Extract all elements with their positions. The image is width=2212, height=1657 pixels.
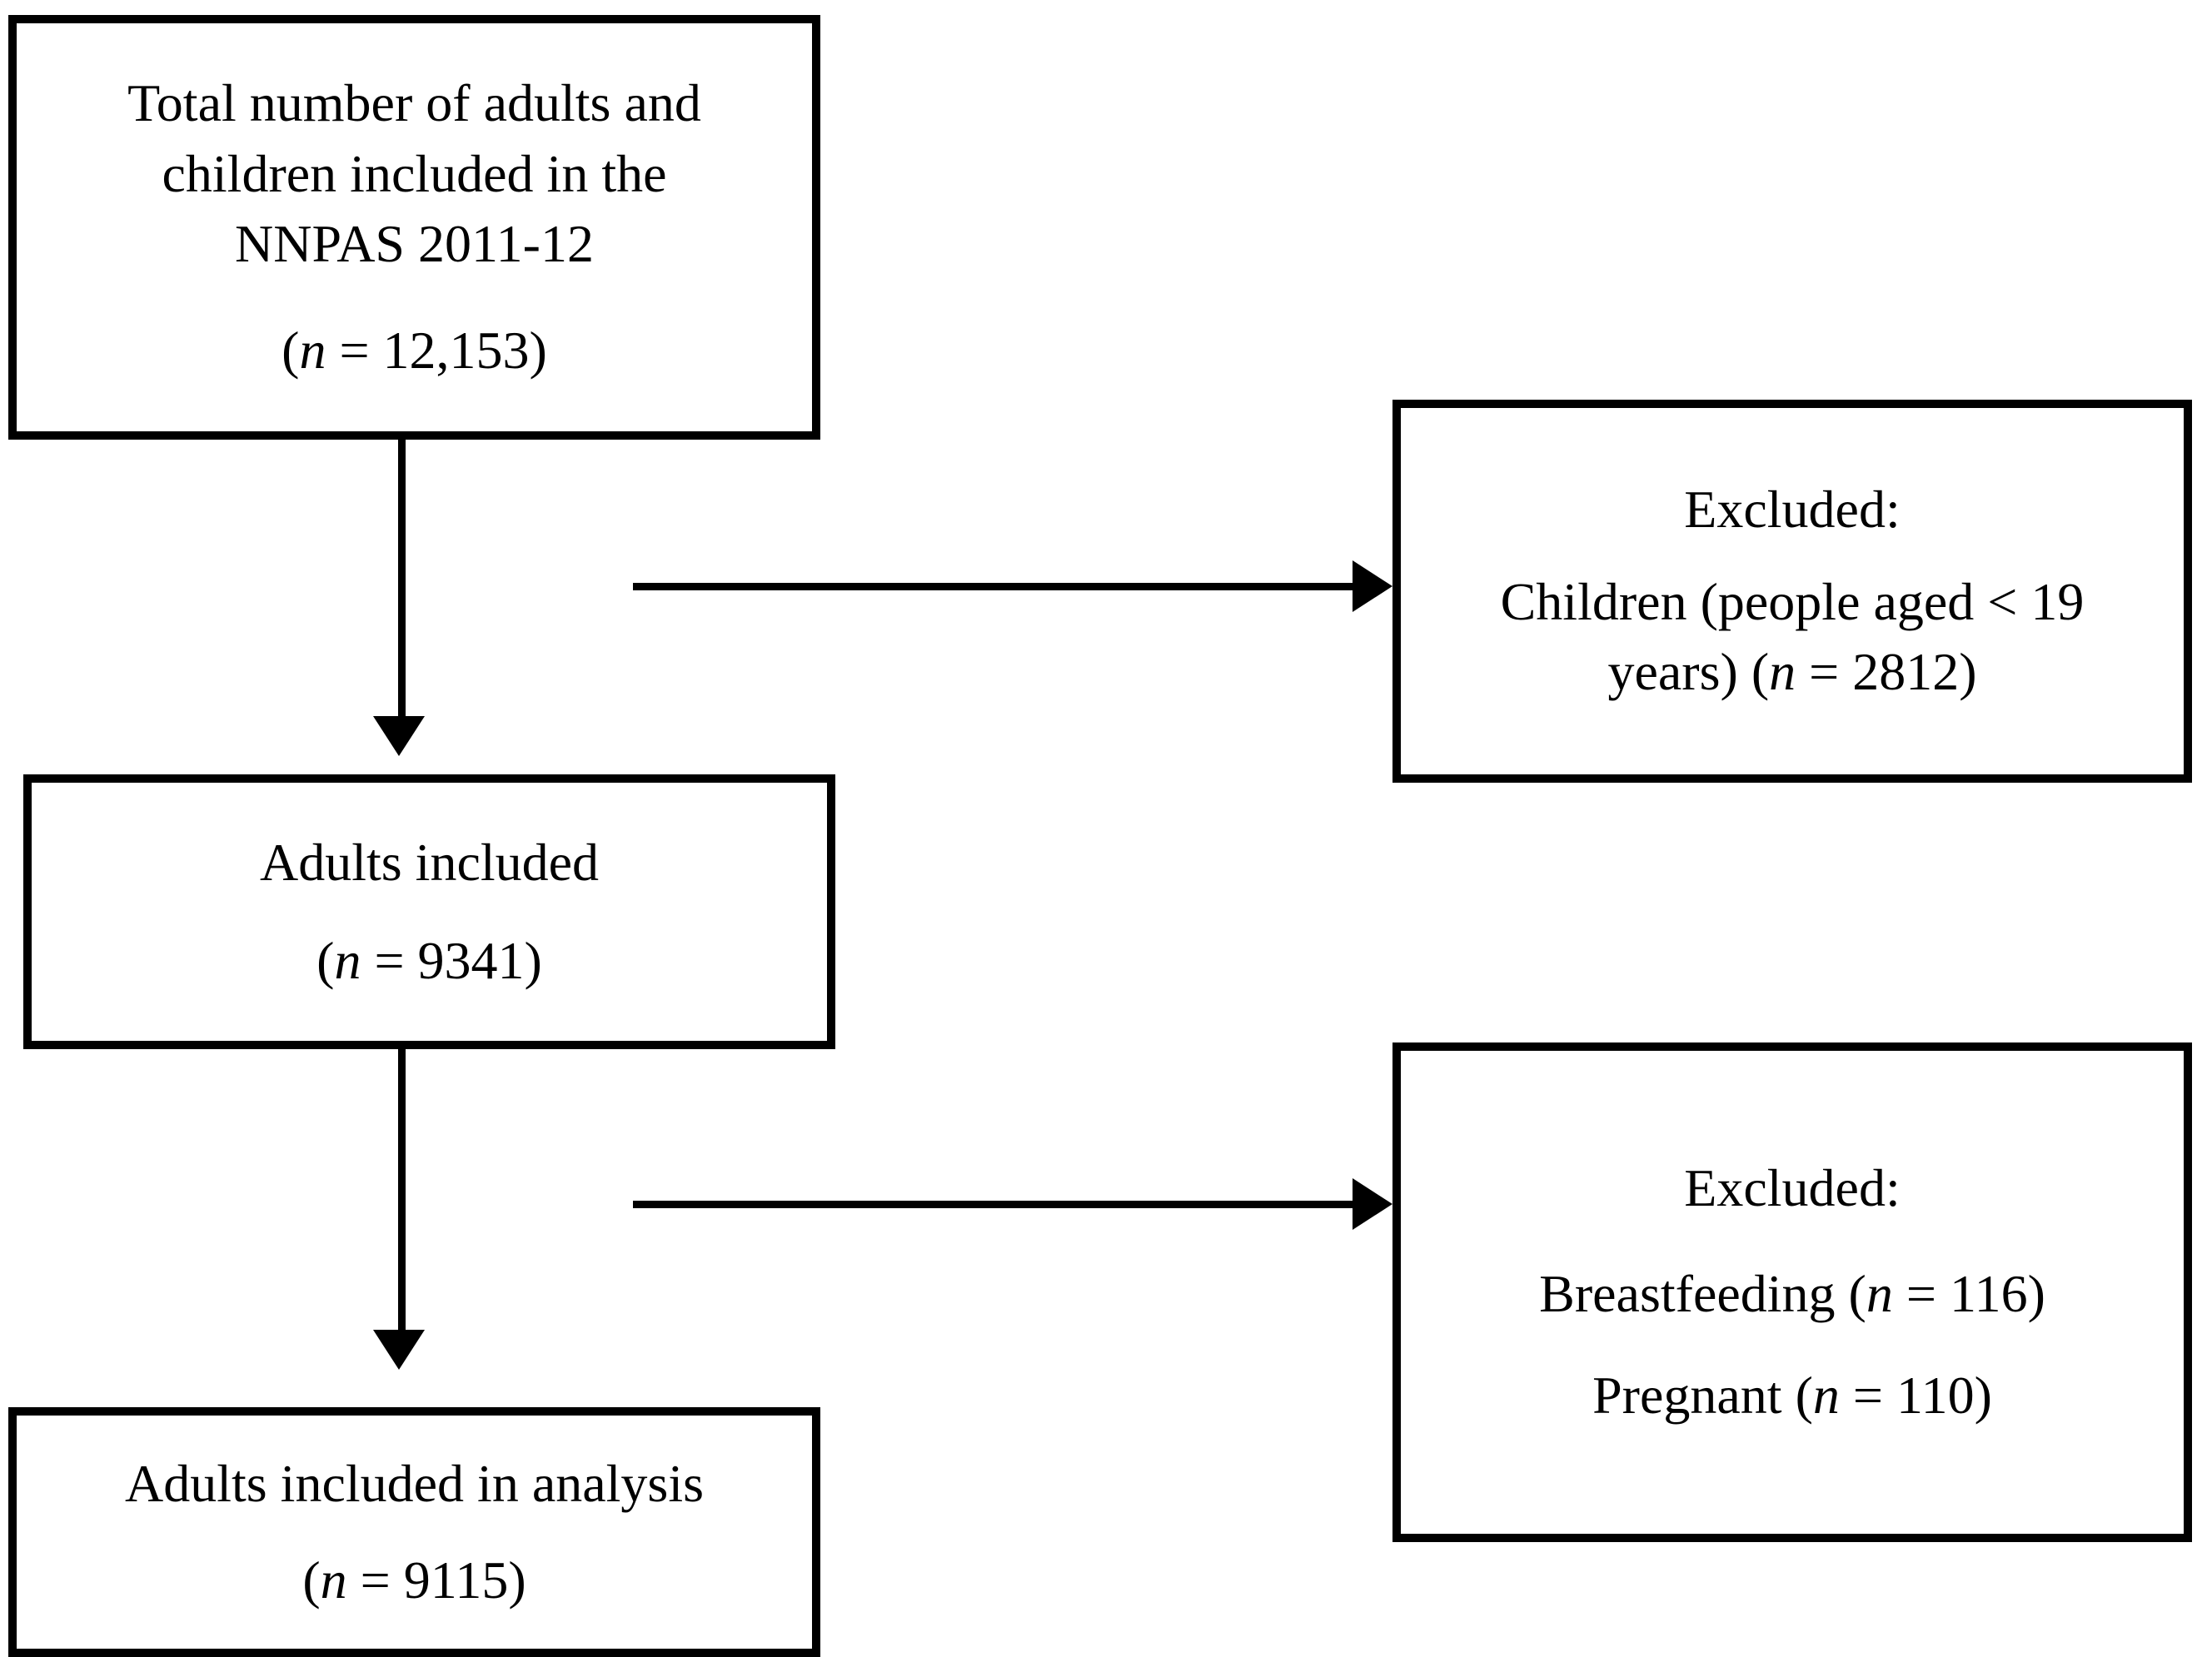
box-excluded-pregnant-breastfeeding (1392, 1042, 2192, 1542)
connector-line-adults-to-analysis (398, 1049, 406, 1336)
box-total-sample-size (281, 316, 547, 386)
box-analysis-n-value: = 9115) (346, 1550, 526, 1610)
box-excluded-pregnant-line (1592, 1361, 1992, 1431)
arrowhead-down-to-adults-icon (373, 716, 425, 756)
box-total-n-symbol: n (299, 321, 326, 381)
box-excluded-children-n-value: = 2812) (1796, 642, 1977, 702)
arrowhead-right-to-excluded-pregnant-icon (1353, 1178, 1392, 1230)
box-adults-n-prefix: ( (316, 931, 335, 990)
box-adults-in-analysis (8, 1407, 820, 1657)
arrowhead-down-to-analysis-icon (373, 1330, 425, 1370)
box-excluded-children-line-3 (1607, 637, 1976, 707)
box-analysis-n-prefix: ( (302, 1550, 321, 1610)
box-excluded-breastfeeding-prefix: Breastfeeding ( (1539, 1263, 1866, 1323)
box-adults-n-symbol: n (334, 931, 361, 990)
box-analysis-sample-size (302, 1545, 526, 1615)
box-total-text (38, 68, 790, 279)
box-excluded-children (1392, 400, 2192, 783)
box-total-line-1: Total number of adults and (127, 73, 701, 133)
connector-line-to-excluded-children (633, 583, 1358, 590)
box-excluded-pregnant-heading: Excluded: (1684, 1158, 1901, 1218)
arrowhead-right-to-excluded-children-icon (1353, 560, 1392, 612)
box-analysis-label: Adults included in analysis (124, 1453, 705, 1513)
box-excluded-children-heading: Excluded: (1684, 480, 1901, 540)
connector-line-to-excluded-pregnant (633, 1201, 1358, 1208)
box-adults-n-value: = 9341) (361, 931, 542, 990)
box-excluded-children-n-prefix: years) ( (1607, 642, 1770, 702)
box-adults-included (23, 774, 835, 1049)
connector-line-total-to-adults (398, 440, 406, 723)
box-adults-included-label: Adults included (259, 832, 600, 892)
box-total-participants (8, 15, 820, 440)
box-excluded-children-line-2: Children (people aged < 19 (1500, 571, 2085, 631)
box-excluded-breastfeeding-n-symbol: n (1866, 1263, 1893, 1323)
box-total-n-prefix: ( (281, 321, 300, 381)
box-excluded-breastfeeding-n-value: = 116) (1892, 1263, 2045, 1323)
box-excluded-breastfeeding-line (1539, 1259, 2045, 1329)
box-total-line-3: NNPAS 2011-12 (235, 214, 594, 273)
box-total-n-value: = 12,153) (326, 321, 547, 381)
box-excluded-children-n-symbol: n (1769, 642, 1796, 702)
box-excluded-pregnant-n-symbol: n (1812, 1366, 1840, 1426)
box-adults-included-sample-size (316, 926, 542, 996)
box-excluded-pregnant-n-value: = 110) (1839, 1366, 1992, 1426)
box-analysis-n-symbol: n (320, 1550, 347, 1610)
box-excluded-pregnant-prefix: Pregnant ( (1592, 1366, 1813, 1426)
box-total-line-2: children included in the (162, 143, 667, 203)
